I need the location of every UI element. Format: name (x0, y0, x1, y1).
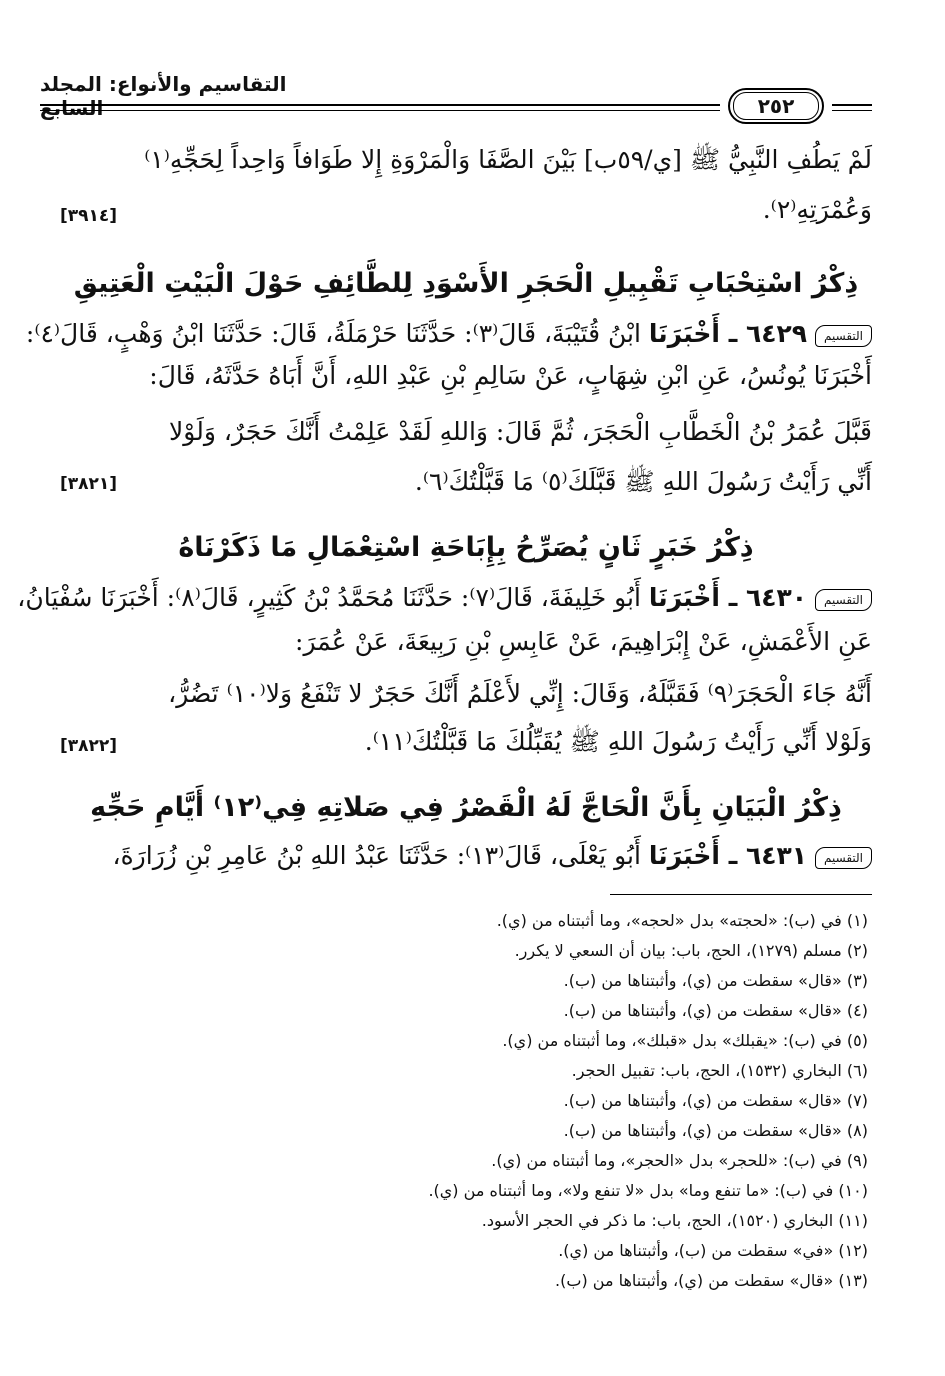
page-number-frame (728, 88, 824, 124)
hadith-opening-line (17, 578, 872, 618)
footnote-separator (610, 894, 872, 895)
text-span: أَبُو يَعْلَى، قَالَ⁽١٣⁾: حَدَّثَنَا عَبْدُ اللهِ بْنُ عَامِرِ بْنِ زُرَارَةَ، (112, 841, 641, 870)
text-line: أَنَّهُ جَاءَ الْحَجَرَ⁽٩⁾ فَقَبَّلَهُ، وَقَالَ: إِنِّي لأَعْلَمُ أَنَّكَ حَجَرٌ لا تَنْفَعُ وَلا⁽١٠⁾ تَضُرُّ، (168, 679, 872, 708)
section-heading: ذِكْرُ اسْتِحْبَابِ تَقْبِيلِ الْحَجَرِ الأَسْوَدِ لِلطَّائِفِ حَوْلَ الْبَيْتِ الْعَتِيقِ (73, 268, 859, 299)
hadith-number: ٦٤٣١ ـ أَخْبَرَنَا (648, 841, 807, 870)
header-rule (40, 104, 720, 106)
footnote: (٥) في (ب): «يقبلك» بدل «قبلك»، وما أثبتناه من (ي). (502, 1031, 868, 1050)
footnote: (١) في (ب): «لحجته» بدل «لحجه»، وما أثبتناه من (ي). (496, 911, 868, 930)
section-heading: ذِكْرُ الْبَيَانِ بِأَنَّ الْحَاجَّ لَهُ الْقَصْرُ فِي صَلاتِهِ فِي⁽١٢⁾ أَيَّامِ حَجِّهِ (90, 792, 842, 823)
text-span: ابْنُ قُتَيْبَةَ، قَالَ⁽٣⁾: حَدَّثَنَا حَرْمَلَةُ، قَالَ: حَدَّثَنَا ابْنُ وَهْبٍ، قَالَ⁽٤⁾: (25, 319, 641, 348)
footnote: (٢) مسلم (١٢٧٩)، الحج، باب: بيان أن السعي لا يكرر. (514, 941, 868, 960)
footnote: (١٣) «قال» سقطت من (ي)، وأثبتناها من (ب). (555, 1271, 868, 1290)
text-line: عَنِ الأَعْمَشِ، عَنْ إِبْرَاهِيمَ، عَنْ عَابِسِ بْنِ رَبِيعَةَ، عَنْ عُمَرَ: (295, 627, 872, 656)
footnote: (٩) في (ب): «للحجر» بدل «الحجر»، وما أثبتناه من (ي). (491, 1151, 868, 1170)
running-header-title: التقاسيم والأنواع: المجلد السابع (40, 72, 287, 120)
text-line: لَمْ يَطُفِ النَّبِيُّ ﷺ [ي/٥٩ب] بَيْنَ الصَّفَا وَالْمَرْوَةِ إِلا طَوَافاً وَاحِداً لِحَجِّهِ⁽١⁾ (144, 145, 872, 174)
text-span: أَبُو خَلِيفَةَ، قَالَ⁽٧⁾: حَدَّثَنَا مُحَمَّدُ بْنُ كَثِيرٍ، قَالَ⁽٨⁾: أَخْبَرَنَا سُفْيَانُ، (17, 583, 641, 612)
header-rule (832, 104, 872, 106)
text-line: أَنِّي رَأَيْتُ رَسُولَ اللهِ ﷺ قَبَّلَكَ⁽٥⁾ مَا قَبَّلْتُكَ⁽٦⁾. (414, 467, 872, 496)
hadith-reference: [٣٩١٤] (60, 206, 118, 226)
footnote: (٣) «قال» سقطت من (ي)، وأثبتناها من (ب). (563, 971, 868, 990)
hadith-number: ٦٤٣٠ ـ أَخْبَرَنَا (648, 583, 807, 612)
section-heading: ذِكْرُ خَبَرٍ ثَانٍ يُصَرِّحُ بِإِبَاحَةِ اسْتِعْمَالِ مَا ذَكَرْنَاهُ (178, 532, 754, 563)
footnote: (١١) البخاري (١٥٢٠)، الحج، باب: ما ذكر في الحجر الأسود. (481, 1211, 868, 1230)
text-line: قَبَّلَ عُمَرُ بْنُ الْخَطَّابِ الْحَجَرَ، ثُمَّ قَالَ: وَاللهِ لَقَدْ عَلِمْتُ أَنَّكَ حَجَرٌ، وَلَوْلا (169, 417, 872, 446)
header-rule (832, 110, 872, 111)
footnote: (٦) البخاري (١٥٣٢)، الحج، باب: تقبيل الحجر. (571, 1061, 868, 1080)
page-number: ٢٥٢ (733, 92, 819, 120)
hadith-reference: [٣٨٢١] (60, 474, 118, 494)
text-line: أَخْبَرَنَا يُونُسُ، عَنِ ابْنِ شِهَابٍ، عَنْ سَالِمِ بْنِ عَبْدِ اللهِ، أَنَّ أَبَاهُ حَدَّثَهُ، قَالَ: (149, 361, 872, 390)
footnote: (١٢) «في» سقطت من (ب)، وأثبتناها من (ي). (558, 1241, 868, 1260)
footnote: (٨) «قال» سقطت من (ي)، وأثبتناها من (ب). (563, 1121, 868, 1140)
footnote: (٤) «قال» سقطت من (ي)، وأثبتناها من (ب). (563, 1001, 868, 1020)
text-line: وَلَوْلا أَنِّي رَأَيْتُ رَسُولَ اللهِ ﷺ يُقَبِّلُكَ مَا قَبَّلْتُكَ⁽١١⁾. (364, 727, 872, 756)
taqsim-badge-icon: التقسيم (815, 589, 872, 611)
hadith-opening-line (60, 836, 872, 876)
hadith-opening-line (25, 314, 872, 354)
footnote: (٧) «قال» سقطت من (ي)، وأثبتناها من (ب). (563, 1091, 868, 1110)
hadith-number: ٦٤٢٩ ـ أَخْبَرَنَا (648, 319, 807, 348)
taqsim-badge-icon: التقسيم (815, 325, 872, 347)
header-rule (40, 110, 720, 111)
taqsim-badge-icon: التقسيم (815, 847, 872, 869)
hadith-reference: [٣٨٢٢] (60, 736, 118, 756)
footnote: (١٠) في (ب): «ما تنفع وما» بدل «لا تنفع ولا»، وما أثبتناه من (ي). (428, 1181, 868, 1200)
text-line: وَعُمْرَتِهِ⁽٢⁾. (762, 195, 872, 224)
